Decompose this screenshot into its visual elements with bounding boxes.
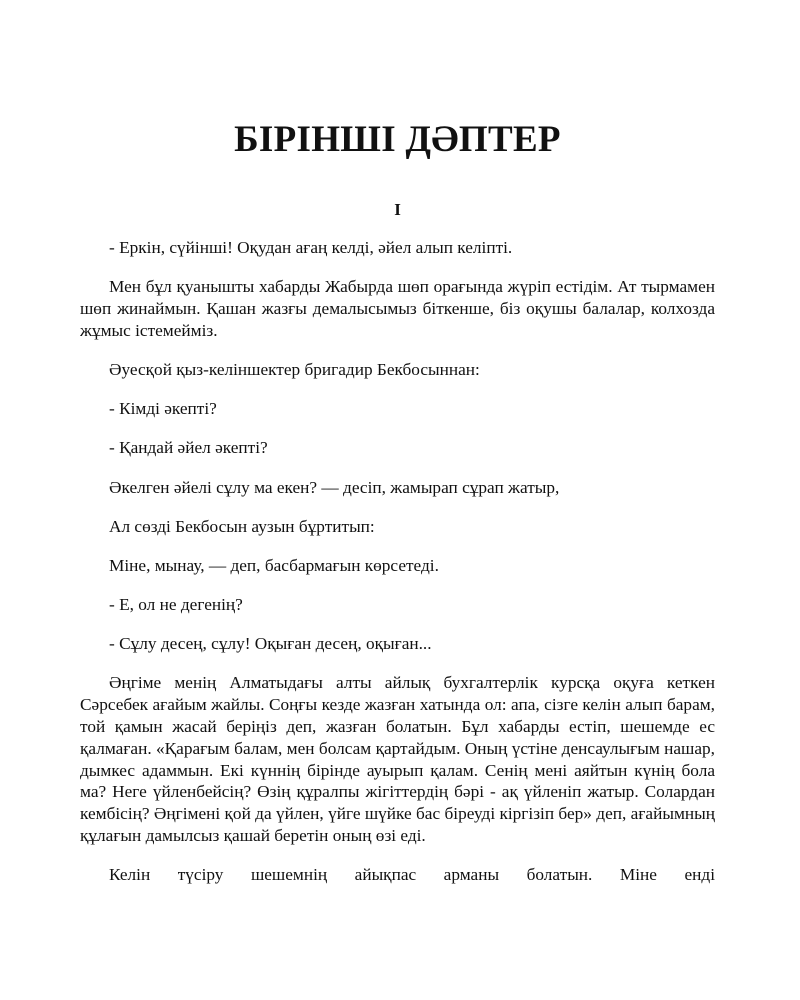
paragraph-6: Әкелген әйелі сұлу ма екен? — десіп, жамырап сұрап жатыр,: [109, 477, 560, 497]
document-title: БІРІНШІ ДӘПТЕР: [234, 119, 561, 160]
paragraph-7: Ал сөзді Бекбосын аузын бұртитып:: [109, 516, 375, 536]
paragraph-9: - Е, ол не дегенің?: [109, 595, 243, 615]
paragraph-4: - Кімді әкепті?: [109, 399, 217, 419]
paragraph-5: - Қандай әйел әкепті?: [109, 438, 268, 458]
paragraph-1: - Еркін, сүйінші! Оқудан ағаң келді, әйел алып келіпті.: [109, 238, 513, 257]
paragraph-12: Келін түсіру шешемнің айықпас арманы болатын. Міне енді: [109, 865, 715, 885]
paragraph-8: Міне, мынау, — деп, басбармағын көрсетеді.: [109, 555, 439, 575]
document-page: [80, 0, 715, 1000]
paragraph-11: Әңгіме менің Алматыдағы алты айлық бухгалтерлік курсқа оқуға кеткен Сәрсебек ағайым жайлы. Соңғы кезде жазған хатында ол: апа, сізге келін алып барам, той қамын жасай беріңіз деп, жазған болатын. Бұл хабарды естіп, шешемде ес қалмаған. «Қарағым балам, мен болсам қартайдым. Оның үстіне денсаулығым нашар, дымкес адаммын. Екі күннің бірінде ауырып қалам. Сенің мені аяйтын күнің бола ма? Неге үйленбейсің? Өзің құралпы жігіттердің бәрі - ақ үйленіп жатыр. Солардан кембісің? Әңгімені қой да үйлен, үйге шүйке бас біреуді кіргізіп бер» деп, ағайымның құлағын дамылсыз қашай беретін оның өзі еді.: [80, 673, 715, 846]
paragraph-10: - Сұлу десең, сұлу! Оқыған десең, оқыған...: [109, 634, 432, 654]
body-text: [80, 237, 715, 903]
paragraph-3: Әуесқой қыз-келіншектер бригадир Бекбосыннан:: [109, 359, 480, 379]
paragraph-2: Мен бұл қуанышты хабарды Жабырда шөп орағында жүріп естідім. Ат тырмамен шөп жинаймын. Қашан жазғы демалысымыз біткенше, біз оқушы балалар, колхозда жұмыс істемейміз.: [80, 277, 715, 340]
chapter-number: I: [394, 200, 401, 219]
